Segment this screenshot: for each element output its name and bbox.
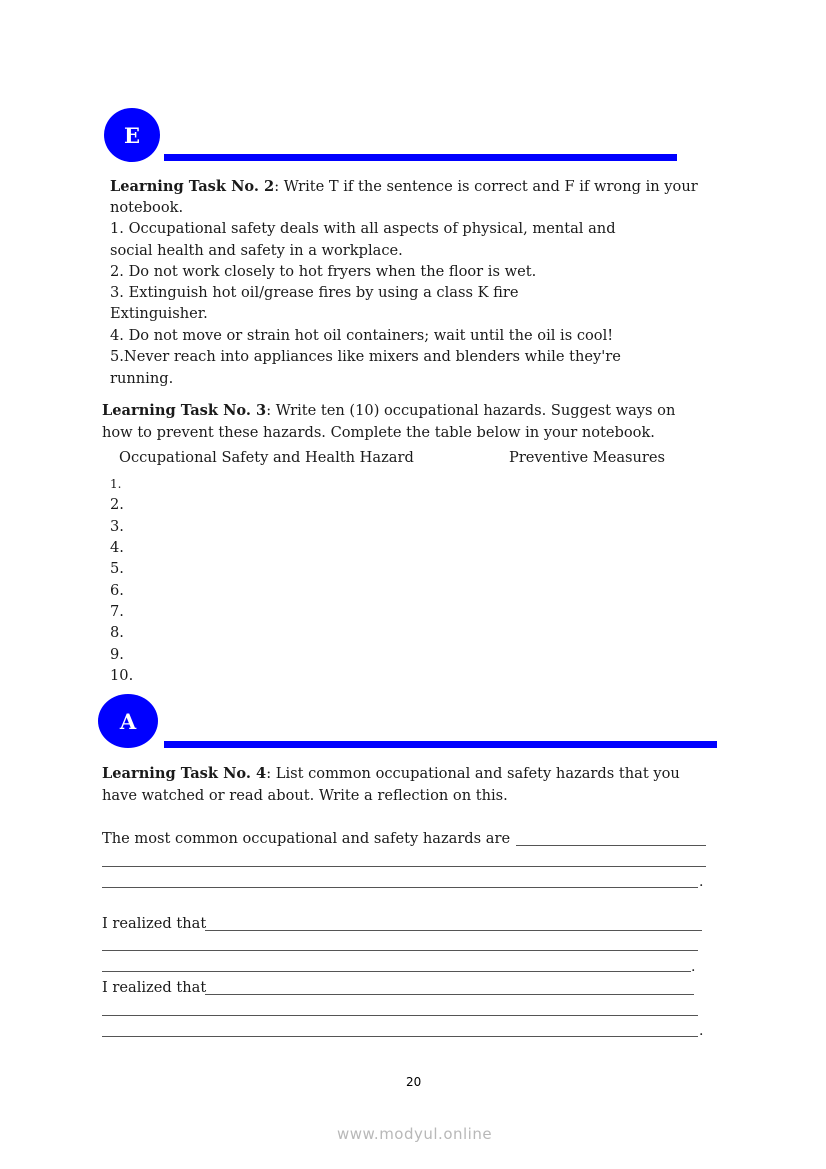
task2-item: 3. Extinguish hot oil/grease fires by using a class K fire	[110, 284, 519, 301]
task4-heading	[102, 763, 680, 784]
table-row-number: 4.	[110, 539, 124, 556]
section-e-letter: E	[123, 122, 140, 148]
task2-heading	[110, 176, 698, 197]
table-row-number: 2.	[110, 496, 124, 513]
answer-blank[interactable]	[205, 994, 694, 995]
answer-blank[interactable]	[102, 950, 698, 951]
task4-instruction-cont: have watched or read about. Write a reflection on this.	[102, 787, 508, 804]
task3-heading	[102, 400, 675, 421]
task3-instruction-cont: how to prevent these hazards. Complete the table below in your notebook.	[102, 424, 655, 441]
task3-instruction: : Write ten (10) occupational hazards. Suggest ways on	[266, 402, 676, 419]
task2-item: 1. Occupational safety deals with all aspects of physical, mental and	[110, 220, 616, 237]
answer-blank[interactable]	[102, 971, 691, 972]
section-e-divider	[164, 154, 677, 161]
task2-item: 5.Never reach into appliances like mixers and blenders while they're	[110, 348, 621, 365]
reflection-prompt-1: The most common occupational and safety hazards are	[102, 830, 511, 847]
period: .	[699, 1023, 704, 1039]
answer-blank[interactable]	[102, 1036, 698, 1037]
task3-title: Learning Task No. 3	[102, 402, 267, 419]
watermark: www.modyul.online	[337, 1125, 493, 1143]
answer-blank[interactable]	[102, 866, 706, 867]
table-row-number: 1.	[110, 477, 122, 491]
answer-blank[interactable]	[102, 1015, 698, 1016]
table-row-number: 5.	[110, 560, 124, 577]
task2-item: 4. Do not move or strain hot oil containers; wait until the oil is cool!	[110, 327, 614, 344]
page-number: 20	[406, 1075, 422, 1089]
answer-blank[interactable]	[516, 845, 706, 846]
section-a-badge	[98, 694, 158, 748]
table-row-number: 10.	[110, 667, 134, 684]
section-a-letter: A	[119, 708, 137, 734]
table-header-preventive: Preventive Measures	[509, 449, 666, 466]
table-header-hazard: Occupational Safety and Health Hazard	[119, 449, 414, 466]
table-row-number: 9.	[110, 646, 124, 663]
period: .	[691, 959, 696, 975]
answer-blank[interactable]	[205, 930, 702, 931]
task2-title: Learning Task No. 2	[110, 178, 275, 195]
task2-item: social health and safety in a workplace.	[110, 242, 403, 259]
table-row-number: 3.	[110, 518, 124, 535]
task2-instruction-cont: notebook.	[110, 199, 184, 216]
table-row-number: 6.	[110, 582, 124, 599]
section-a-divider	[164, 741, 717, 748]
task2-item: Extinguisher.	[110, 305, 208, 322]
table-row-number: 8.	[110, 624, 124, 641]
reflection-prompt-2: I realized that	[102, 915, 207, 932]
section-e-badge	[104, 108, 160, 162]
task4-instruction: : List common occupational and safety hazards that you	[266, 765, 680, 782]
task2-item: 2. Do not work closely to hot fryers when the floor is wet.	[110, 263, 537, 280]
task2-instruction: : Write T if the sentence is correct and F if wrong in your	[274, 178, 698, 195]
task2-item: running.	[110, 370, 174, 387]
answer-blank[interactable]	[102, 887, 698, 888]
table-row-number: 7.	[110, 603, 124, 620]
task4-title: Learning Task No. 4	[102, 765, 267, 782]
period: .	[699, 874, 704, 890]
reflection-prompt-3: I realized that	[102, 979, 207, 996]
